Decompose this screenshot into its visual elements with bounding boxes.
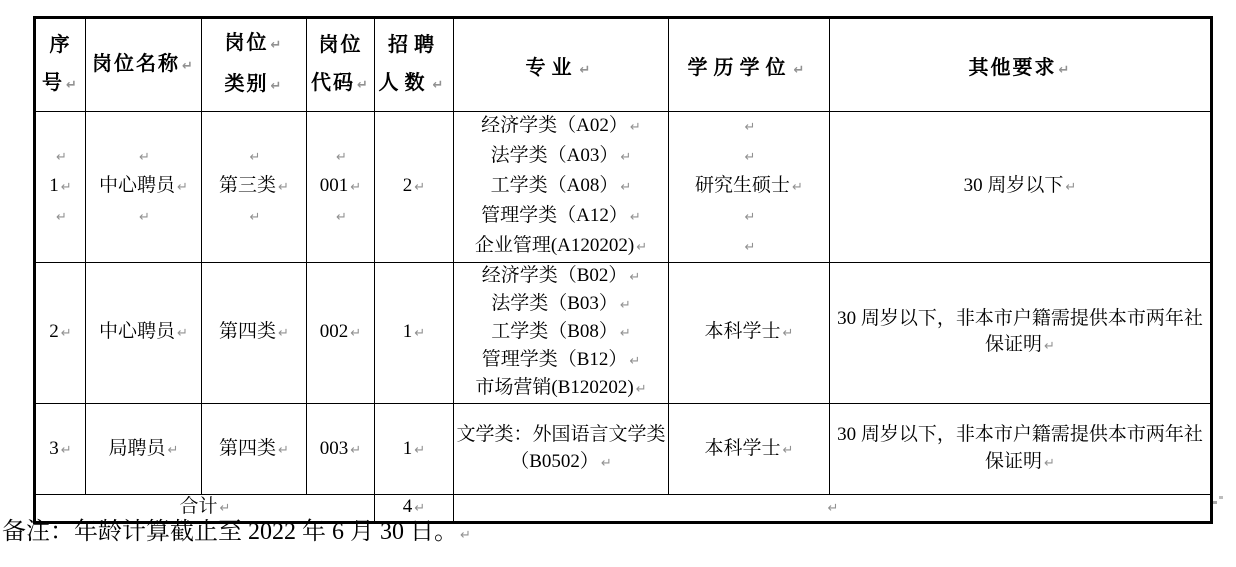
total-empty-cell [454, 495, 1212, 523]
cell-position-category: ↵ 第三类↵ ↵ [202, 112, 307, 263]
table-row [35, 112, 1212, 263]
paragraph-mark-icon [620, 293, 631, 319]
paragraph-mark-icon [433, 67, 450, 105]
cell-degree: 本科学士↵ [669, 263, 830, 404]
paragraph-mark-icon [168, 437, 179, 464]
paragraph-mark-icon [620, 144, 631, 172]
cell-seq: 2↵ [35, 263, 86, 404]
paragraph-mark-icon [271, 68, 284, 106]
cell-position-code: ↵ 001↵ ↵ [307, 112, 375, 263]
paragraph-mark-icon [783, 321, 794, 347]
col-header-recruit-count: 招聘 人数↵ [375, 18, 454, 112]
paragraph-mark-icon [414, 174, 425, 202]
paragraph-mark-icon [61, 437, 72, 464]
paragraph-mark-icon [61, 174, 72, 202]
total-count-cell: 4↵ [375, 495, 454, 523]
paragraph-mark-icon [278, 437, 289, 464]
paragraph-mark-icon [630, 114, 641, 142]
table-row [35, 404, 1212, 495]
table-corner-artifact [1213, 501, 1217, 504]
paragraph-mark-icon [56, 204, 67, 232]
paragraph-mark-icon [336, 144, 347, 172]
paragraph-mark-icon [1065, 174, 1076, 202]
col-header-position-code: 岗位 代码↵ [307, 18, 375, 112]
cell-seq: 3↵ [35, 404, 86, 495]
col-header-major: 专业↵ [454, 18, 669, 112]
cell-position-category: 第四类↵ [202, 263, 307, 404]
cell-position-name: 局聘员↵ [86, 404, 202, 495]
paragraph-mark-icon [1044, 334, 1055, 360]
paragraph-mark-icon [278, 174, 289, 202]
paragraph-mark-icon [336, 204, 347, 232]
cell-major: 经济学类（B02）↵ 法学类（B03）↵ 工学类（B08）↵ 管理学类（B12）↵ 市场营销(B120202)↵ [454, 263, 669, 404]
paragraph-mark-icon [1044, 450, 1055, 477]
paragraph-mark-icon [414, 321, 425, 347]
paragraph-mark-icon [357, 67, 370, 105]
cell-degree: ↵ ↵ 研究生硕士↵ ↵ ↵ [669, 112, 830, 263]
cell-position-category: 第四类↵ [202, 404, 307, 495]
cell-major: 文学类：外国语言文学类（B0502）↵ [454, 404, 669, 495]
paragraph-mark-icon [629, 265, 640, 291]
paragraph-mark-icon [66, 67, 79, 105]
paragraph-mark-icon [177, 321, 188, 347]
paragraph-mark-icon [250, 144, 261, 172]
paragraph-mark-icon [139, 144, 150, 172]
paragraph-mark-icon [745, 234, 756, 262]
paragraph-mark-icon [139, 204, 150, 232]
col-header-position-category: 岗位↵ 类别↵ [202, 18, 307, 112]
paragraph-mark-icon [580, 63, 597, 78]
paragraph-mark-icon [636, 377, 647, 403]
paragraph-mark-icon [350, 437, 361, 464]
col-header-degree: 学历学位↵ [669, 18, 830, 112]
paragraph-mark-icon [271, 27, 284, 65]
paragraph-mark-icon [828, 497, 839, 521]
footnote: 备注：年龄计算截止至 2022 年 6 月 30 日。↵ [2, 514, 471, 554]
paragraph-mark-icon [182, 48, 195, 86]
cell-recruit-count: 2↵ [375, 112, 454, 263]
paragraph-mark-icon [620, 174, 631, 202]
cell-position-name: ↵ 中心聘员↵ ↵ [86, 112, 202, 263]
cell-other-requirements: 30 周岁以下↵ [830, 112, 1212, 263]
paragraph-mark-icon [630, 204, 641, 232]
cell-seq: ↵ 1↵ ↵ [35, 112, 86, 263]
paragraph-mark-icon [794, 63, 811, 78]
paragraph-mark-icon [414, 437, 425, 464]
paragraph-mark-icon [745, 144, 756, 172]
header-row [35, 18, 1212, 112]
paragraph-mark-icon [350, 321, 361, 347]
paragraph-mark-icon [1059, 63, 1072, 78]
total-label-cell: 合计↵ [35, 495, 375, 523]
recruitment-table [33, 16, 1213, 524]
paragraph-mark-icon [350, 174, 361, 202]
paragraph-mark-icon [745, 114, 756, 142]
paragraph-mark-icon [61, 321, 72, 347]
paragraph-mark-icon [636, 234, 647, 262]
cell-recruit-count: 1↵ [375, 263, 454, 404]
paragraph-mark-icon [278, 321, 289, 347]
cell-position-name: 中心聘员↵ [86, 263, 202, 404]
cell-other-requirements: 30 周岁以下，非本市户籍需提供本市两年社保证明↵ [830, 263, 1212, 404]
paragraph-mark-icon [601, 450, 612, 477]
cell-recruit-count: 1↵ [375, 404, 454, 495]
col-header-seq: 序 号↵ [35, 18, 86, 112]
cell-major: 经济学类（A02）↵ 法学类（A03）↵ 工学类（A08）↵ 管理学类（A12）↵ 企业管理(A120202)↵ [454, 112, 669, 263]
cell-position-code: 002↵ [307, 263, 375, 404]
paragraph-mark-icon [620, 321, 631, 347]
paragraph-mark-icon [56, 144, 67, 172]
cell-degree: 本科学士↵ [669, 404, 830, 495]
paragraph-mark-icon [629, 349, 640, 375]
paragraph-mark-icon [250, 204, 261, 232]
cell-other-requirements: 30 周岁以下，非本市户籍需提供本市两年社保证明↵ [830, 404, 1212, 495]
paragraph-mark-icon [745, 204, 756, 232]
cell-position-code: 003↵ [307, 404, 375, 495]
table-row [35, 263, 1212, 404]
paragraph-mark-icon [460, 518, 471, 554]
col-header-position-name: 岗位名称↵ [86, 18, 202, 112]
paragraph-mark-icon [783, 437, 794, 464]
paragraph-mark-icon [177, 174, 188, 202]
col-header-other-requirements: 其他要求↵ [830, 18, 1212, 112]
paragraph-mark-icon [792, 174, 803, 202]
